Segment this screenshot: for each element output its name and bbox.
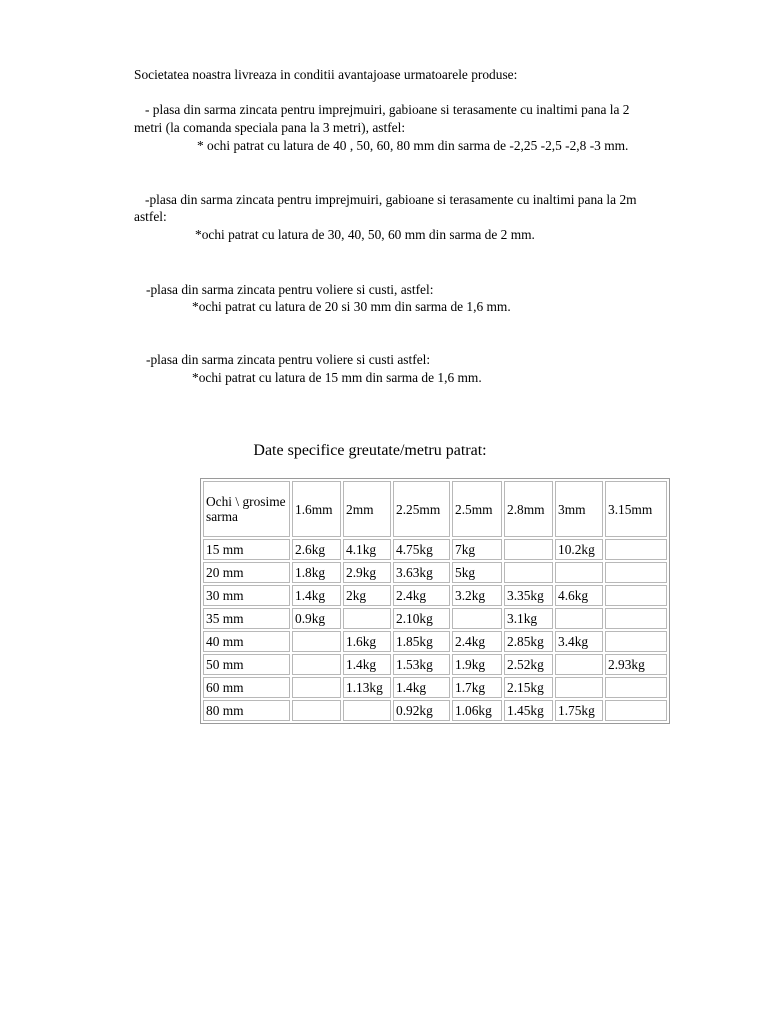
product-2-line-2: astfel: bbox=[134, 209, 167, 224]
table-cell: 1.6kg bbox=[343, 631, 391, 652]
table-cell: 3.4kg bbox=[555, 631, 603, 652]
table-cell: 0.92kg bbox=[393, 700, 450, 721]
table-cell: 4.6kg bbox=[555, 585, 603, 606]
row-label: 60 mm bbox=[203, 677, 290, 698]
table-cell: 1.7kg bbox=[452, 677, 502, 698]
table-cell: 1.45kg bbox=[504, 700, 553, 721]
table-row bbox=[203, 700, 667, 721]
table-cell bbox=[555, 677, 603, 698]
table-title: Date specifice greutate/metru patrat: bbox=[253, 442, 487, 459]
table-row bbox=[203, 585, 667, 606]
table-cell: 1.4kg bbox=[292, 585, 341, 606]
row-label: 50 mm bbox=[203, 654, 290, 675]
table-cell: 1.53kg bbox=[393, 654, 450, 675]
column-header: 3mm bbox=[555, 481, 603, 537]
table-row bbox=[203, 539, 667, 560]
table-cell: 3.35kg bbox=[504, 585, 553, 606]
table-row bbox=[203, 608, 667, 629]
table-row bbox=[203, 677, 667, 698]
table-cell bbox=[343, 700, 391, 721]
table-cell bbox=[605, 677, 667, 698]
table-cell: 1.85kg bbox=[393, 631, 450, 652]
weight-table bbox=[200, 478, 670, 724]
product-3-detail: *ochi patrat cu latura de 20 si 30 mm din sarma de 1,6 mm. bbox=[192, 299, 511, 314]
table-cell bbox=[292, 677, 341, 698]
table-cell bbox=[605, 539, 667, 560]
table-cell: 2.15kg bbox=[504, 677, 553, 698]
table-cell: 3.1kg bbox=[504, 608, 553, 629]
table-cell: 2.93kg bbox=[605, 654, 667, 675]
table-cell bbox=[292, 631, 341, 652]
table-cell: 3.2kg bbox=[452, 585, 502, 606]
table-cell: 2.85kg bbox=[504, 631, 553, 652]
table-cell: 1.8kg bbox=[292, 562, 341, 583]
column-header: 3.15mm bbox=[605, 481, 667, 537]
table-cell: 2.9kg bbox=[343, 562, 391, 583]
row-label: 80 mm bbox=[203, 700, 290, 721]
table-cell bbox=[555, 608, 603, 629]
table-corner-header: Ochi \ grosime sarma bbox=[203, 481, 290, 537]
table-cell: 1.4kg bbox=[393, 677, 450, 698]
product-1-detail: * ochi patrat cu latura de 40 , 50, 60, 80 mm din sarma de -2,25 -2,5 -2,8 -3 mm. bbox=[197, 138, 629, 153]
table-cell: 1.4kg bbox=[343, 654, 391, 675]
table-cell: 1.13kg bbox=[343, 677, 391, 698]
table-cell: 4.75kg bbox=[393, 539, 450, 560]
product-2-line-1: -plasa din sarma zincata pentru imprejmuiri, gabioane si terasamente cu inaltimi pana la 2m bbox=[145, 192, 637, 207]
table-cell bbox=[605, 585, 667, 606]
product-4-line-1: -plasa din sarma zincata pentru voliere si custi astfel: bbox=[146, 352, 431, 367]
row-label: 35 mm bbox=[203, 608, 290, 629]
table-cell: 0.9kg bbox=[292, 608, 341, 629]
table-row bbox=[203, 562, 667, 583]
row-label: 15 mm bbox=[203, 539, 290, 560]
product-1-line-2: metri (la comanda speciala pana la 3 metri), astfel: bbox=[134, 120, 406, 135]
table-cell bbox=[605, 608, 667, 629]
table-header-row bbox=[203, 481, 667, 537]
table-cell bbox=[555, 654, 603, 675]
table-cell: 5kg bbox=[452, 562, 502, 583]
table-cell bbox=[605, 700, 667, 721]
table-cell: 2.52kg bbox=[504, 654, 553, 675]
table-row bbox=[203, 631, 667, 652]
column-header: 1.6mm bbox=[292, 481, 341, 537]
table-row bbox=[203, 654, 667, 675]
column-header: 2mm bbox=[343, 481, 391, 537]
table-cell bbox=[343, 608, 391, 629]
table-cell bbox=[504, 562, 553, 583]
table-cell bbox=[605, 562, 667, 583]
table-cell bbox=[605, 631, 667, 652]
table-cell bbox=[292, 654, 341, 675]
table-cell bbox=[452, 608, 502, 629]
table-cell: 10.2kg bbox=[555, 539, 603, 560]
table-cell: 4.1kg bbox=[343, 539, 391, 560]
table-cell: 2.4kg bbox=[452, 631, 502, 652]
intro-text: Societatea noastra livreaza in conditii avantajoase urmatoarele produse: bbox=[134, 67, 518, 82]
table-cell: 1.06kg bbox=[452, 700, 502, 721]
product-3-line-1: -plasa din sarma zincata pentru voliere si custi, astfel: bbox=[146, 282, 434, 297]
table-cell: 2kg bbox=[343, 585, 391, 606]
table-cell: 2.4kg bbox=[393, 585, 450, 606]
table-cell: 2.6kg bbox=[292, 539, 341, 560]
table-cell: 7kg bbox=[452, 539, 502, 560]
table-cell bbox=[504, 539, 553, 560]
table-cell: 1.75kg bbox=[555, 700, 603, 721]
row-label: 30 mm bbox=[203, 585, 290, 606]
table-cell bbox=[292, 700, 341, 721]
product-1-line-1: - plasa din sarma zincata pentru imprejmuiri, gabioane si terasamente cu inaltimi pana la 2 bbox=[145, 102, 630, 117]
table-cell: 3.63kg bbox=[393, 562, 450, 583]
column-header: 2.25mm bbox=[393, 481, 450, 537]
table-cell bbox=[555, 562, 603, 583]
column-header: 2.5mm bbox=[452, 481, 502, 537]
table-cell: 1.9kg bbox=[452, 654, 502, 675]
product-2-detail: *ochi patrat cu latura de 30, 40, 50, 60 mm din sarma de 2 mm. bbox=[195, 227, 535, 242]
column-header: 2.8mm bbox=[504, 481, 553, 537]
row-label: 20 mm bbox=[203, 562, 290, 583]
table-cell: 2.10kg bbox=[393, 608, 450, 629]
product-4-detail: *ochi patrat cu latura de 15 mm din sarma de 1,6 mm. bbox=[192, 370, 482, 385]
row-label: 40 mm bbox=[203, 631, 290, 652]
